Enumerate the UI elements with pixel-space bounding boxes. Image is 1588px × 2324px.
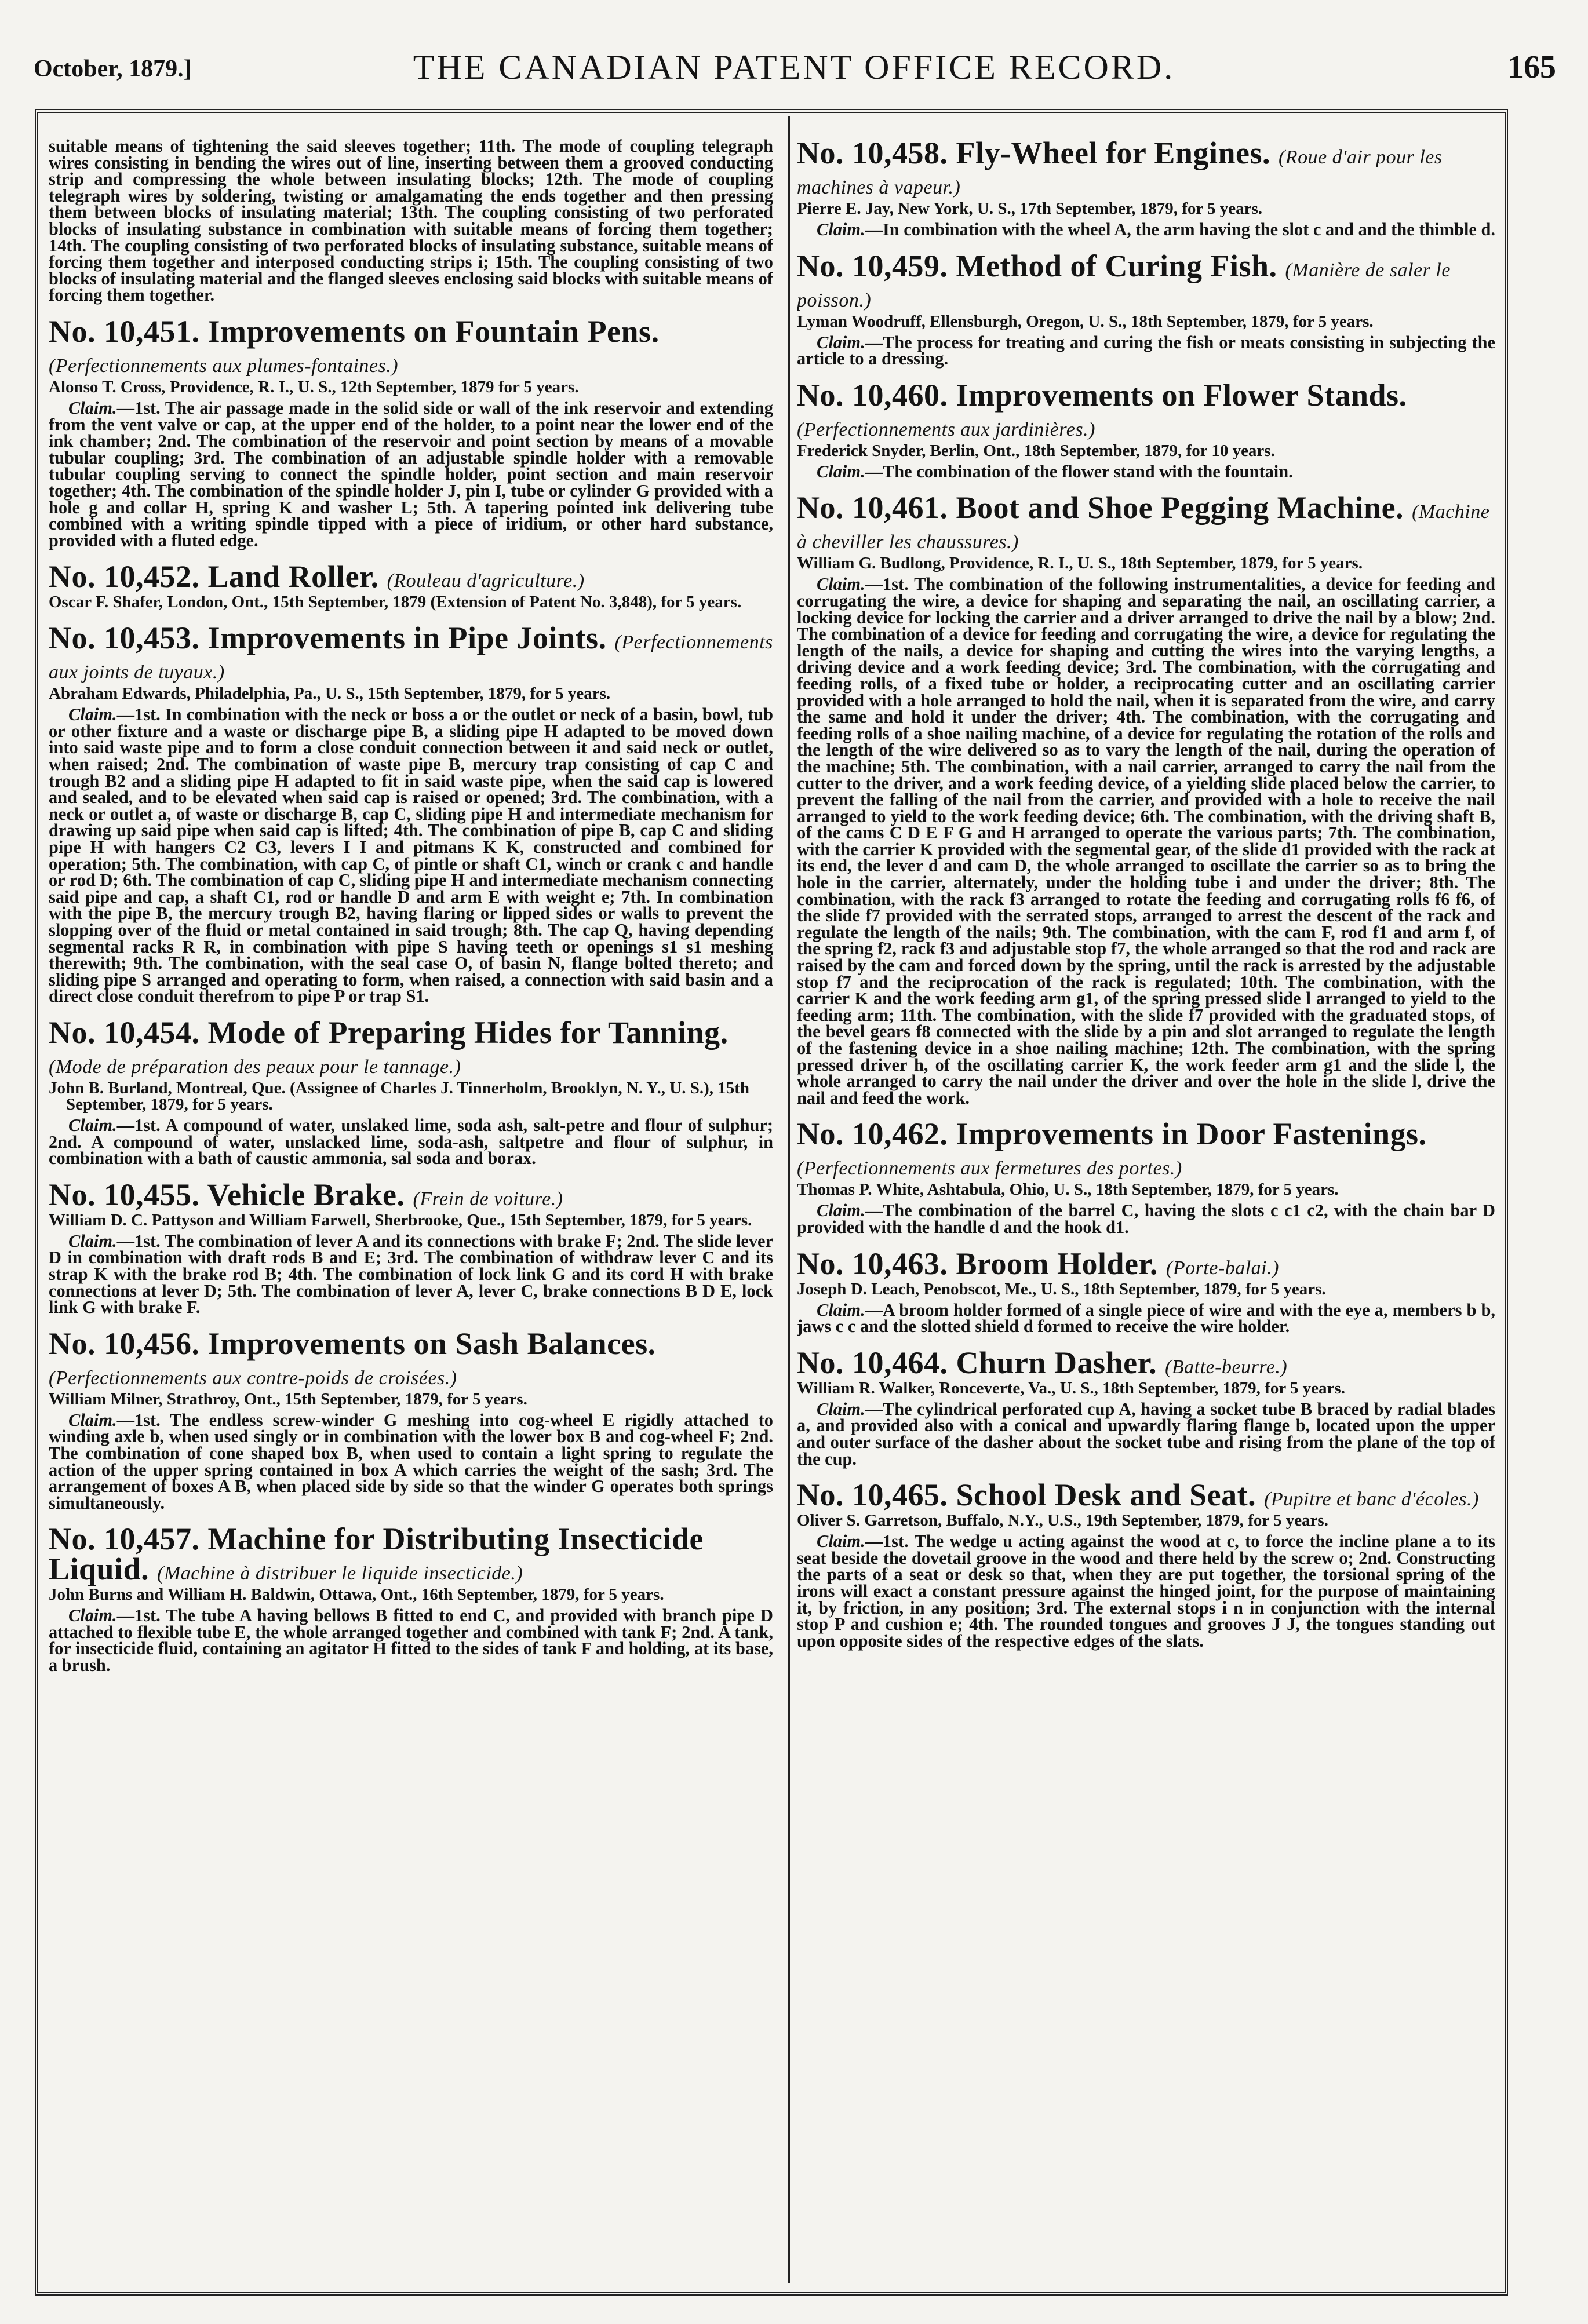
patent-claim [49,397,773,550]
patent-french-title: (Perfectionnements aux joints de tuyaux.) [49,632,773,684]
patent-heading [49,1522,773,1587]
patent-inventor: Abraham Edwards, Philadelphia, Pa., U. S., 15th September, 1879, for 5 years. [49,684,611,703]
patent-number: No. 10,459. [797,248,948,283]
claim-label: Claim. [817,461,865,481]
patent-number: No. 10,464. [797,1345,948,1380]
patent-heading [797,1119,1495,1179]
patent-inventor: Thomas P. White, Ashtabula, Ohio, U. S., 18th September, 1879, for 5 years. [797,1180,1339,1199]
patent-inventor: William G. Budlong, Providence, R. I., U. S., 18th September, 1879, for 5 years. [797,554,1363,573]
patent-number: No. 10,451. [49,313,200,349]
patent-heading [49,1177,773,1212]
claim-text: —A broom holder formed of a single piece of wire and with the eye a, members b b, jaws c c and the slotted shield d formed to receive the wire holder. [797,1300,1495,1337]
left-column [49,138,773,2276]
patent-french-title: (Perfectionnements aux contre-poids de croisées.) [49,1367,457,1389]
patent-inventor: Oliver S. Garretson, Buffalo, N.Y., U.S., 19th September, 1879, for 5 years. [797,1511,1328,1530]
claim-text: —1st. The air passage made in the solid side or wall of the ink reservoir and extending from the vent valve or cap, at the upper end of the holder, to a point near the lower end of the ink chamber; 2nd. The combination of the reservoir and point section by means of a movable tubular coupling; 3rd. The combination of an adjustable spindle holder with a removable tubular coupling serving to connect the spindle holder, point section and main reservoir together; 4th. The combination of the spindle holder J, pin I, tube or cylinder G provided with a hole g and collar H, spring K and washer L; 5th. A tapering pointed ink delivering tube combined with a writing spindle tipped with a piece of iridium, or other hard substance, provided with a fluted edge. [49,397,773,550]
patent-heading [49,623,773,683]
patent-number: No. 10,452. [49,559,200,594]
patent-claim [797,461,1495,481]
patent-number: No. 10,461. [797,490,948,526]
patent-french-title: (Batte-beurre.) [1165,1356,1288,1378]
patent-inventor: William Milner, Strathroy, Ont., 15th September, 1879, for 5 years. [49,1389,527,1409]
patent-title: Machine for Distributing Insecticide Liquid. [49,1522,704,1587]
patent-title: Improvements on Fountain Pens. [207,313,660,349]
patent-french-title: (Roue d'air pour les machines à vapeur.) [797,147,1443,198]
patent-heading [797,1477,1495,1513]
patent-entry [797,1345,1495,1469]
patent-title: Boot and Shoe Pegging Machine. [956,490,1404,526]
patent-title: Improvements in Pipe Joints. [207,621,607,656]
claim-text: —1st. The combination of the following instrumentalities, a device for feeding and corrugating the wire, a device for shaping and separating the nail, an oscillating carrier, a locking device for locking the carrier and a driver arranged to drive the nail by a blow; 2nd. The combination of a device for feeding and corrugating the wire, a device for regulating the length of the nails, a device for shaping and cutting the wires into the varying lengths, a driving device and a work feeding device; 3rd. The combination, with the corrugating and feeding rolls, of a fixed tube or holder, a reciprocating cutter and an oscillating carrier provided with a hole arranged to hold the nail, when it is separated from the wire, and carry the same and hold it under the driver; 4th. The combination, with the corrugating and feeding rolls of a shoe nailing machine, of a device for regulating the rotation of the rolls and the length of the wire delivered so as to vary the length of the nail, during the operation of the machine; 5th. The combination, with a nail carrier, arranged to carry the nail from the cutter to the driver, and a work feeding device, of a yielding slide placed below the carrier, to prevent the falling of the nail from the carrier, and provided with a hole to receive the nail arranged to yield to the work feeding device; 6th. The combination, with the driving shaft B, of the cams C D E F G and H arranged to operate the various parts; 7th. The combination, with the carrier K provided with the segmental gear, of the slide d1 provided with the rack at its end, the lever d and cam D, the whole arranged to oscillate the carrier so as to bring the hole in the carrier, alternately, under the holding tube i and under the driver; 8th. The combination, with the rack f3 arranged to rotate the feeding and corrugating rolls f6 f6, of the slide f7 provided with the serrated stops, arranged to arrest the descent of the rack and regulate the length of the nails; 9th. The combination, with the cam F, rod f1 and arm f, of the spring f2, rack f3 and adjustable stop f7, the whole arranged so that the rod and rack are raised by the cam and forced down by the spring, until the rack is arrested by the adjustable stop f7 and the reciprocation of the rack is regulated; 10th. The combination, with the carrier K and the work feeding arm g1, of the spring pressed slide l arranged to yield to the feeding arm; 11th. The combination, with the slide f7 provided with the graduated stops, of the bevel gears f8 connected with the slide by a pin and slot arranged to regulate the length of the fastening device in a shoe nailing machine; 12th. The combination, with the spring pressed driver h, of the oscillating carrier K, the work feeder arm g1 and the slide l, the whole arranged to carry the nail under the driver and over the hole in the slide l, drive the nail and feed the work. [797,574,1495,1108]
patent-number: No. 10,465. [797,1477,948,1513]
patent-heading [797,1345,1495,1380]
patent-french-title: (Perfectionnements aux fermetures des portes.) [797,1158,1182,1180]
patent-number: No. 10,454. [49,1015,200,1050]
patent-entry [797,138,1495,238]
claim-label: Claim. [68,397,117,418]
patent-entry [797,377,1495,481]
patent-claim [49,1412,773,1512]
patent-french-title: (Perfectionnements aux jardinières.) [797,418,1095,440]
patent-entry [49,1326,773,1513]
patent-inventor: John B. Burland, Montreal, Que. (Assignee of Charles J. Tinnerholm, Brooklyn, N. Y., U. S.), 15th September, 1879, for 5 years. [49,1078,750,1114]
patent-heading [49,1017,773,1078]
header-date: October, 1879.] [34,56,192,82]
patent-claim [797,221,1495,238]
claim-label: Claim. [817,1399,865,1419]
patent-french-title: (Machine à distribuer le liquide insecticide.) [157,1563,523,1585]
claim-text: —The cylindrical perforated cup A, having a socket tube B braced by radial blades a, and provided also with a conical and upwardly flaring flange b, located upon the upper and outer surface of the dasher about the socket tube and rising from the plane of the top of the cup. [797,1399,1495,1469]
claim-text: —In combination with the wheel A, the arm having the slot c and and the thimble d. [865,220,1495,239]
patent-entry [49,313,773,550]
page-number: 165 [1507,49,1556,85]
patent-inventor: Lyman Woodruff, Ellensburgh, Oregon, U. S., 18th September, 1879, for 5 years. [797,312,1374,331]
patent-entry [49,623,773,1005]
claim-label: Claim. [817,332,865,352]
patent-french-title: (Mode de préparation des peaux pour le tannage.) [49,1056,461,1078]
claim-label: Claim. [68,1606,117,1626]
claim-text: —The process for treating and curing the fish or meats consisting in subjecting the article to a dressing. [797,332,1495,369]
patent-entry [797,248,1495,369]
claim-label: Claim. [68,1231,117,1251]
patent-entry [797,1246,1495,1337]
patent-title: Broom Holder. [956,1246,1159,1281]
patent-entry [797,1119,1495,1235]
patent-number: No. 10,453. [49,621,200,656]
claim-label: Claim. [817,1531,865,1552]
patent-inventor: Frederick Snyder, Berlin, Ont., 18th September, 1879, for 10 years. [797,441,1275,460]
patent-french-title: (Frein de voiture.) [413,1188,563,1210]
patent-claim [797,576,1495,1106]
patent-heading [797,377,1495,440]
right-column [797,138,1495,2276]
patent-number: No. 10,458. [797,138,948,170]
claim-text: —1st. The combination of lever A and its connections with brake F; 2nd. The slide lever D in combination with draft rods B and E; 3rd. The combination of withdraw lever C and its strap K with the brake rod B; 4th. The combination of lock link G and its cord H with brake connections at lever D; 5th. The combination of lever A, lever C, brake connections B D E, lock link G with brake F. [49,1231,773,1318]
patent-title: Fly-Wheel for Engines. [956,138,1270,170]
claim-text: —1st. In combination with the neck or boss a or the outlet or neck of a basin, bowl, tub or other fixture and a waste or discharge pipe B, a sliding pipe H adapted to be moved down into said waste pipe and to form a close conduit connection between it and said neck or outlet, when raised; 2nd. The combination of waste pipe B, mercury trap consisting of cap C and trough B2 and a sliding pipe H adapted to fit in said waste pipe, when the said cap is lowered and sealed, and to be elevated when said cap is raised or opened; 3rd. The combination, with a neck or outlet a, of waste or discharge B, cap C, sliding pipe H and intermediate mechanism for drawing up said pipe when said cap is lifted; 4th. The combination of pipe B, cap C and sliding pipe H with hangers C2 C3, levers I I and pitmans K K, constructed and combined for operation; 5th. The combination, with cap C, of pintle or shaft C1, winch or crank c and handle or rod D; 6th. The combination of cap C, sliding pipe H and intermediate mechanism connecting said pipe and cap, a shaft C1, rod or handle D and arm E with weight e; 7th. In combination with the pipe B, the mercury trough B2, having flaring or lipped sides or walls to prevent the slopping over of the fluid or metal contained in said trough; 8th. The cap Q, having depending segmental racks R R, in combination with pipe S having teeth or openings s1 s1 meshing therewith; 9th. The combination, with the seal case O, of basin N, flange bolted thereto; and sliding pipe S arranged and operating to form, when raised, a connection with said basin and a direct close conduit therefrom to pipe P or trap S1. [49,705,773,1006]
patent-inventor: William R. Walker, Ronceverte, Va., U. S., 18th September, 1879, for 5 years. [797,1378,1345,1398]
patent-heading [797,1246,1495,1281]
patent-heading [49,1326,773,1389]
claim-label: Claim. [817,574,865,594]
patent-entry [49,1017,773,1167]
patent-heading [797,492,1495,553]
patent-inventor: Alonso T. Cross, Providence, R. I., U. S., 12th September, 1879 for 5 years. [49,377,579,396]
patent-claim [797,1302,1495,1335]
patent-entry [797,1477,1495,1651]
patent-entry [49,1177,773,1318]
patent-claim [797,1401,1495,1467]
patent-claim [49,706,773,1005]
patent-entry [797,492,1495,1106]
patent-inventor: Joseph D. Leach, Penobscot, Me., U. S., 18th September, 1879, for 5 years. [797,1279,1326,1298]
patent-heading [49,561,773,592]
header-title: THE CANADIAN PATENT OFFICE RECORD. [413,48,1175,86]
patent-french-title: (Machine à cheviller les chaussures.) [797,501,1490,553]
patent-title: Improvements on Flower Stands. [956,377,1407,413]
patent-claim [797,1202,1495,1235]
claim-text: —1st. The tube A having bellows B fitted to end C, and provided with branch pipe D attached to flexible tube E, the whole arranged together and combined with tank F; 2nd. A tank, for insecticide fluid, containing an agitator H fitted to the sides of tank F and holding, at its base, a brush. [49,1606,773,1676]
patent-number: No. 10,463. [797,1246,948,1281]
claim-label: Claim. [68,1410,117,1430]
patent-title: Improvements on Sash Balances. [207,1326,656,1361]
claim-text: —The combination of the flower stand with the fountain. [865,461,1293,481]
patent-inventor: John Burns and William H. Baldwin, Ottawa, Ont., 16th September, 1879, for 5 years. [49,1585,664,1604]
patent-claim [797,334,1495,367]
claim-text: —1st. The endless screw-winder G meshing into cog-wheel E rigidly attached to winding axle b, when used singly or in combination with the lower box B and cog-wheel F; 2nd. The combination of cone shaped box B, when used to contain a light spring to regulate the action of the upper spring contained in box A which carries the weight of the sash; 3rd. The arrangement of boxes A B, when placed side by side so that the winder G operates both springs simultaneously. [49,1410,773,1513]
patent-french-title: (Pupitre et banc d'écoles.) [1264,1488,1479,1511]
patent-inventor: Oscar F. Shafer, London, Ont., 15th September, 1879 (Extension of Patent No. 3,848), for 5 years. [49,593,742,612]
patent-number: No. 10,457. [49,1522,200,1557]
patent-french-title: (Manière de saler le poisson.) [797,259,1451,311]
patent-title: Vehicle Brake. [207,1177,405,1212]
patent-title: Improvements in Door Fastenings. [956,1117,1427,1152]
claim-text: —The combination of the barrel C, having the slots c c1 c2, with the chain bar D provided with the handle d and the hook d1. [797,1201,1495,1237]
claim-text: —1st. A compound of water, unslaked lime, soda ash, salt-petre and flour of sulphur; 2nd. A compound of water, unslacked lime, soda-ash, saltpetre and flour of sulphur, in combination with a bath of caustic ammonia, sal soda and borax. [49,1115,773,1169]
patent-inventor: William D. C. Pattyson and William Farwell, Sherbrooke, Que., 15th September, 1879, for 5 years. [49,1210,752,1230]
patent-title: Mode of Preparing Hides for Tanning. [207,1015,729,1050]
patent-title: Land Roller. [207,559,379,594]
patent-title: Method of Curing Fish. [956,248,1277,283]
patent-heading [797,248,1495,311]
patent-french-title: (Perfectionnements aux plumes-fontaines.) [49,355,399,377]
claim-label: Claim. [817,1201,865,1221]
claim-label: Claim. [68,705,117,725]
patent-number: No. 10,455. [49,1177,200,1212]
patent-french-title: (Porte-balai.) [1166,1257,1279,1279]
continuation-text: suitable means of tightening the said sleeves together; 11th. The mode of coupling telegraph wires consisting in bending the wires out of line, inserting between them a grooved conducting strip and compressing the whole between insulating blocks; 12th. The mode of coupling telegraph wires by soldering, twisting or amalgamating the ends together and then pressing them between blocks of insulating material; 13th. The coupling consisting of two perforated blocks of insulating substance in combination with suitable means of forcing them together; 14th. The coupling consisting of two perforated blocks of insulating substance, suitable means of forcing them together and interposed conducting strips i; 15th. The coupling consisting of two blocks of insulating material and the flanged sleeves enclosing said blocks with suitable means of forcing them together. [49,138,773,305]
patent-number: No. 10,460. [797,377,948,413]
claim-label: Claim. [68,1115,117,1135]
patent-title: School Desk and Seat. [956,1477,1256,1513]
patent-number: No. 10,456. [49,1326,200,1361]
claim-label: Claim. [817,220,865,239]
patent-inventor: Pierre E. Jay, New York, U. S., 17th September, 1879, for 5 years. [797,199,1263,218]
patent-french-title: (Rouleau d'agriculture.) [387,570,585,592]
patent-claim [49,1233,773,1316]
patent-claim [797,1533,1495,1649]
patent-heading [49,313,773,377]
patent-number: No. 10,462. [797,1117,948,1152]
claim-text: —1st. The wedge u acting against the wood at c, to force the incline plane a to its seat beside the dovetail groove in the wood and there held by the screw o; 2nd. Constructing the parts of a seat or desk so that, when they are put together, the torsional spring of the irons will exact a constant pressure against the hinged joint, for the purpose of maintaining it, by friction, in any position; 3rd. The external stops i n in conjunction with the internal stop P and cushion e; 4th. The rounded tongues and grooves J J, the tongues standing out upon opposite sides of the respective edges of the slats. [797,1531,1495,1651]
patent-entry [49,1522,773,1676]
patent-title: Churn Dasher. [956,1345,1157,1380]
patent-entry [49,561,773,610]
patent-claim [49,1117,773,1167]
column-divider [788,116,790,2283]
patent-heading [797,138,1495,198]
claim-label: Claim. [817,1300,865,1320]
patent-claim [49,1606,773,1676]
